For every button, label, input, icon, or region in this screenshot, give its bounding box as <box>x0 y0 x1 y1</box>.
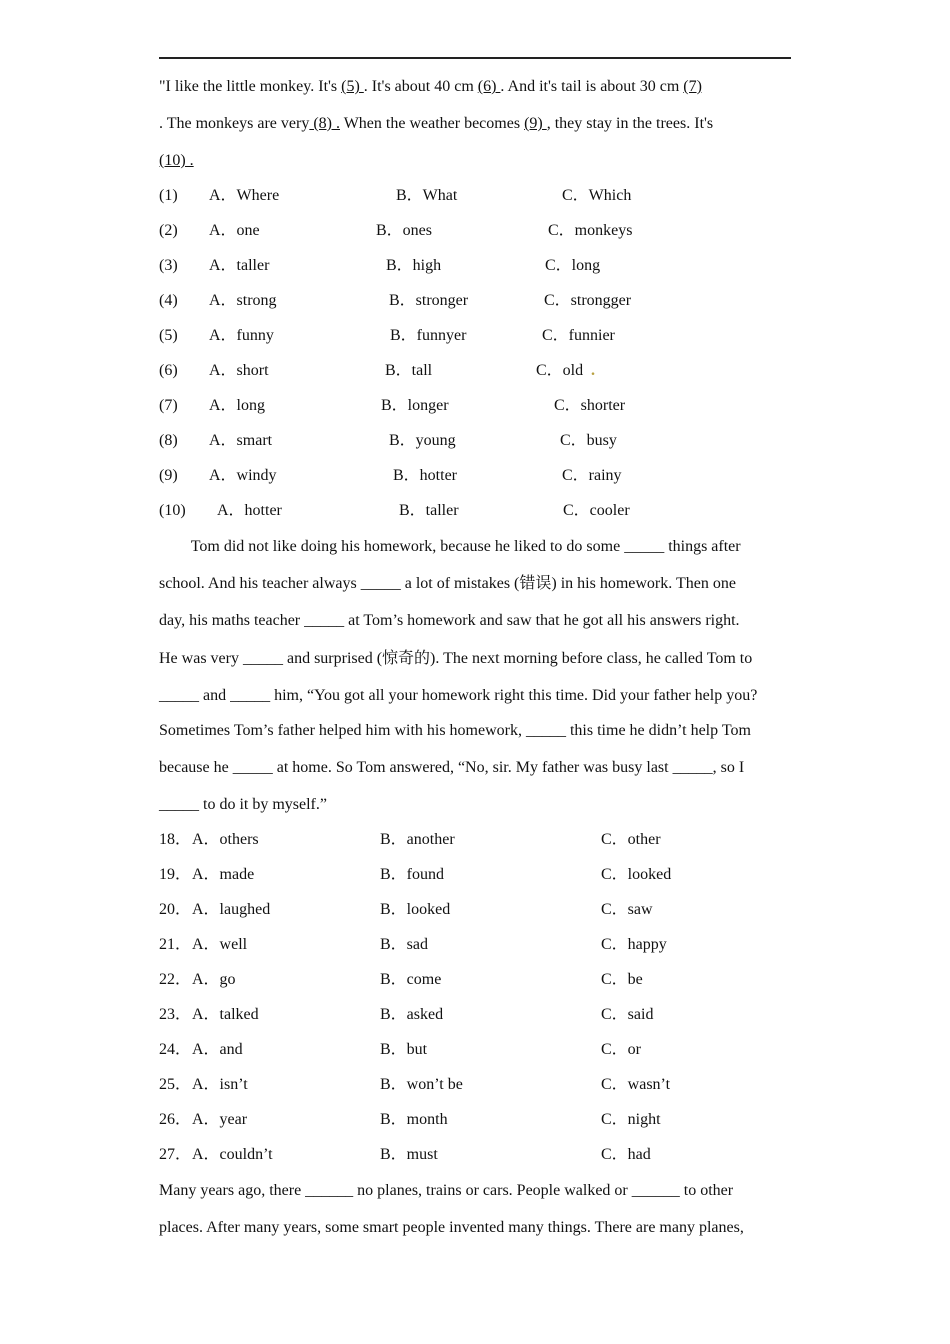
blank-8: (8) . <box>309 115 340 132</box>
option-b: B．tall <box>385 362 433 379</box>
question-number: (4) <box>159 292 178 309</box>
option-a: A．laughed <box>192 901 271 918</box>
blank-6: (6) <box>477 78 501 95</box>
option-a: A．made <box>192 866 255 883</box>
option-a: A．couldn’t <box>192 1146 273 1163</box>
passage2-line: school. And his teacher always _____ a lot of mistakes (错误) in his homework. Then one <box>159 575 736 592</box>
option-b: B．young <box>389 432 456 449</box>
passage2-line: He was very _____ and surprised (惊奇的). The next morning before class, he called Tom to <box>159 650 753 667</box>
option-b: B．looked <box>380 901 451 918</box>
option-a: A．well <box>192 936 248 953</box>
question-number: (3) <box>159 257 178 274</box>
option-b: B．but <box>380 1041 428 1058</box>
option-b: B．What <box>396 187 458 204</box>
question-number: 18． <box>159 831 192 848</box>
passage1-line-3 <box>159 151 194 171</box>
option-c: C．rainy <box>562 467 622 484</box>
question-number: (1) <box>159 187 178 204</box>
option-b: B．stronger <box>389 292 469 309</box>
option-a: A．strong <box>209 292 277 309</box>
question-number: (7) <box>159 397 178 414</box>
option-a: A．year <box>192 1111 248 1128</box>
option-a: A．others <box>192 831 259 848</box>
option-c: C．busy <box>560 432 617 449</box>
option-c: C．had <box>601 1146 651 1163</box>
option-c: C．looked <box>601 866 672 883</box>
option-c: C．other <box>601 831 661 848</box>
question-number: 19． <box>159 866 192 883</box>
question-number: 23． <box>159 1006 192 1023</box>
option-c: C．night <box>601 1111 661 1128</box>
passage2-line: day, his maths teacher _____ at Tom’s homework and saw that he got all his answers right. <box>159 612 740 629</box>
option-a: A．funny <box>209 327 274 344</box>
option-b: B．won’t be <box>380 1076 463 1093</box>
question-number: (10) <box>159 502 186 519</box>
option-b: B．longer <box>381 397 449 414</box>
question-number: 27． <box>159 1146 192 1163</box>
option-b: B．hotter <box>393 467 457 484</box>
option-a: A．talked <box>192 1006 259 1023</box>
passage2-line: Tom did not like doing his homework, because he liked to do some _____ things after <box>159 538 741 555</box>
option-a: A．short <box>209 362 269 379</box>
passage3-line: Many years ago, there ______ no planes, trains or cars. People walked or ______ to other <box>159 1182 734 1199</box>
option-c: C．shorter <box>554 397 626 414</box>
option-c: C．be <box>601 971 643 988</box>
option-a: A．smart <box>209 432 273 449</box>
question-number: 24． <box>159 1041 192 1058</box>
passage1-line-1: "I like the little monkey. It's (5) . It's about 40 cm (6) . And it's tail is about 30 cm (7) <box>159 78 702 95</box>
dot-mark: . <box>591 362 595 379</box>
question-number: (8) <box>159 432 178 449</box>
option-a: A．and <box>192 1041 243 1058</box>
blank-7: (7) <box>683 78 702 95</box>
option-c: C．happy <box>601 936 667 953</box>
option-c: C．wasn’t <box>601 1076 671 1093</box>
option-b: B．high <box>386 257 442 274</box>
option-c: C．strongger <box>544 292 632 309</box>
option-a: A．hotter <box>217 502 282 519</box>
option-c: C．long <box>545 257 601 274</box>
option-a: A．one <box>209 222 260 239</box>
option-b: B．month <box>380 1111 448 1128</box>
option-b: B．come <box>380 971 442 988</box>
question-number: 25． <box>159 1076 192 1093</box>
option-c: C．monkeys <box>548 222 633 239</box>
question-number: 26． <box>159 1111 192 1128</box>
option-c: C．funnier <box>542 327 615 344</box>
blank-5: (5) <box>341 78 364 95</box>
option-a: A．Where <box>209 187 280 204</box>
option-c: C．old <box>536 362 584 379</box>
question-number: 21． <box>159 936 192 953</box>
option-a: A．go <box>192 971 236 988</box>
option-b: B．must <box>380 1146 438 1163</box>
option-c: C．Which <box>562 187 632 204</box>
option-b: B．ones <box>376 222 433 239</box>
option-c: C．said <box>601 1006 654 1023</box>
option-b: B．another <box>380 831 455 848</box>
option-c: C．saw <box>601 901 653 918</box>
option-a: A．taller <box>209 257 270 274</box>
passage2-line: _____ to do it by myself.” <box>159 796 327 813</box>
option-a: A．isn’t <box>192 1076 248 1093</box>
question-number: 20． <box>159 901 192 918</box>
option-b: B．funnyer <box>390 327 467 344</box>
option-b: B．taller <box>399 502 459 519</box>
option-c: C．cooler <box>563 502 630 519</box>
option-b: B．found <box>380 866 445 883</box>
top-rule <box>159 57 791 59</box>
passage2-line: because he _____ at home. So Tom answered, “No, sir. My father was busy last _____, so I <box>159 759 745 776</box>
option-a: A．long <box>209 397 266 414</box>
question-number: (6) <box>159 362 178 379</box>
question-number: (5) <box>159 327 178 344</box>
passage2-line: _____ and _____ him, “You got all your homework right this time. Did your father help you? <box>159 687 758 704</box>
blank-10: (10) . <box>159 152 194 169</box>
option-b: B．sad <box>380 936 429 953</box>
option-c: C．or <box>601 1041 642 1058</box>
passage1-line-2: . The monkeys are very (8) . When the weather becomes (9) , they stay in the trees. It's <box>159 115 714 132</box>
question-number: 22． <box>159 971 192 988</box>
question-number: (2) <box>159 222 178 239</box>
question-number: (9) <box>159 467 178 484</box>
option-a: A．windy <box>209 467 277 484</box>
blank-9: (9) <box>524 115 547 132</box>
option-b: B．asked <box>380 1006 444 1023</box>
passage3-line: places. After many years, some smart people invented many things. There are many planes, <box>159 1219 744 1236</box>
passage2-line: Sometimes Tom’s father helped him with his homework, _____ this time he didn’t help Tom <box>159 722 751 739</box>
